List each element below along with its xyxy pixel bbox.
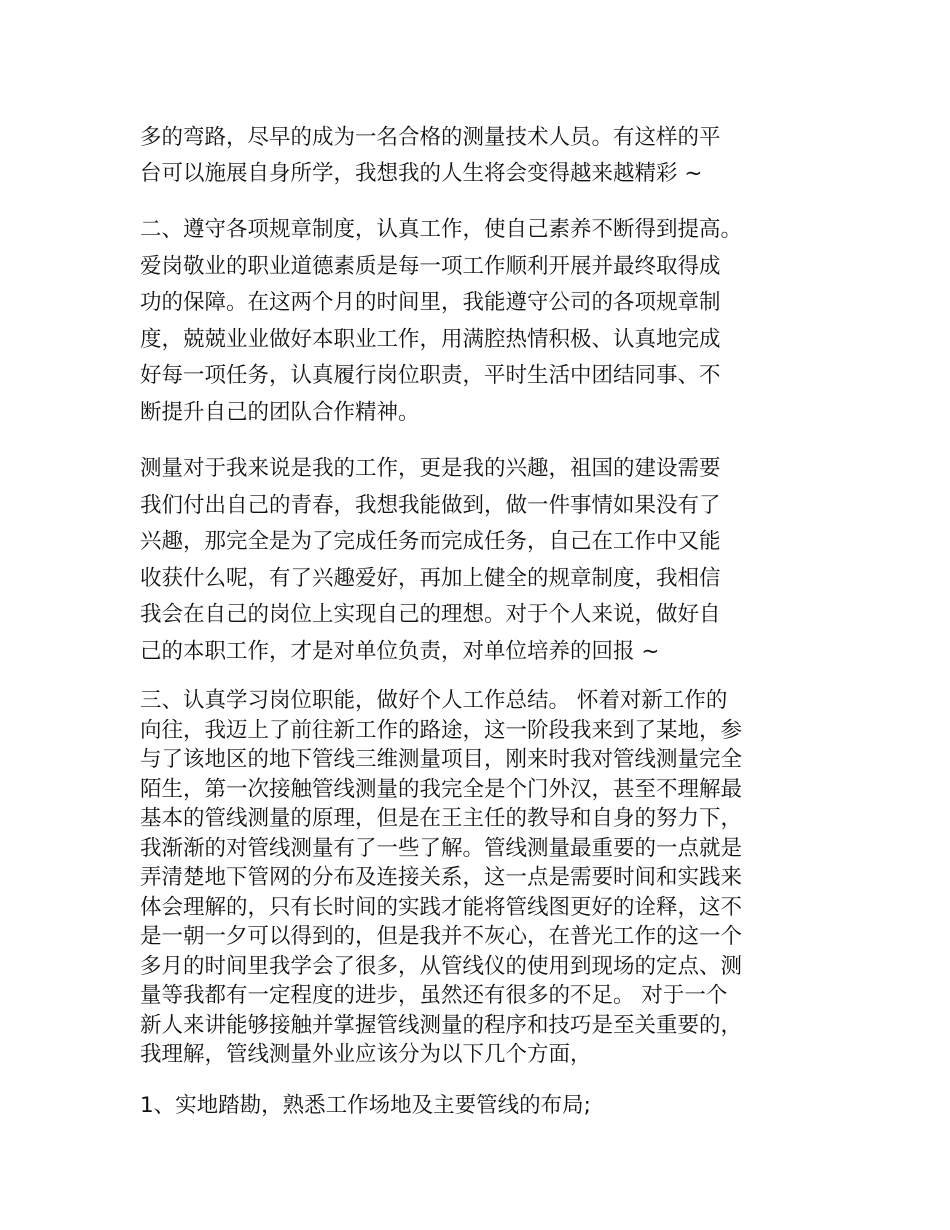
text-line: 我理解，管线测量外业应该分为以下几个方面，	[140, 1042, 592, 1067]
text-line: 1、实地踏勘，熟悉工作场地及主要管线的布局;	[140, 1093, 591, 1118]
paragraph-3	[140, 451, 810, 670]
paragraph-4	[140, 686, 810, 1070]
text-line: 好每一项任务，认真履行岗位职责，平时生活中团结同事、不	[140, 363, 721, 388]
text-line: 向往，我迈上了前往新工作的路途，这一阶段我来到了某地，参	[140, 717, 743, 743]
text-line: 兴趣，那完全是为了完成任务而完成任务，自己在工作中又能	[140, 529, 721, 554]
text-line: 新人来讲能够接触并掌握管线测量的程序和技巧是至关重要的，	[140, 1012, 743, 1038]
text-line: 量等我都有一定程度的进步，虽然还有很多的不足。 对于一个	[140, 983, 728, 1008]
text-line: 三、认真学习岗位职能，做好个人工作总结。 怀着对新工作的	[140, 688, 728, 713]
text-line: 爱岗敬业的职业道德素质是每一项工作顺利开展并最终取得成	[140, 253, 721, 279]
paragraph-2	[140, 212, 810, 431]
text-line: 我会在自己的岗位上实现自己的理想。对于个人来说，做好自	[140, 602, 721, 627]
text-line: 己的本职工作，才是对单位负责，对单位培养的回报 ~	[140, 638, 660, 664]
text-line: 度，兢兢业业做好本职业工作，用满腔热情积极、认真地完成	[140, 326, 721, 352]
paragraph-1	[140, 120, 810, 192]
text-line: 弄清楚地下管网的分布及连接关系，这一点是需要时间和实践来	[140, 865, 743, 890]
text-line: 陌生，第一次接触管线测量的我完全是个门外汉，甚至不理解最	[140, 776, 743, 802]
text-line: 二、遵守各项规章制度，认真工作，使自己素养不断得到提高。	[140, 217, 743, 242]
text-line: 与了该地区的地下管线三维测量项目，刚来时我对管线测量完全	[140, 747, 743, 772]
text-line: 是一朝一夕可以得到的，但是我并不灰心，在普光工作的这一个	[140, 924, 743, 949]
text-line: 多的弯路，尽早的成为一名合格的测量技术人员。有这样的平	[140, 125, 721, 150]
text-line: 多月的时间里我学会了很多，从管线仪的使用到现场的定点、测	[140, 953, 743, 979]
text-line: 断提升自己的团队合作精神。	[140, 399, 420, 425]
paragraph-5	[140, 1088, 810, 1124]
text-line: 我渐渐的对管线测量有了一些了解。管线测量最重要的一点就是	[140, 835, 743, 861]
text-line: 我们付出自己的青春，我想我能做到，做一件事情如果没有了	[140, 492, 721, 518]
text-line: 体会理解的，只有长时间的实践才能将管线图更好的诠释，这不	[140, 894, 743, 920]
text-line: 测量对于我来说是我的工作，更是我的兴趣，祖国的建设需要	[140, 456, 721, 481]
text-line: 功的保障。在这两个月的时间里，我能遵守公司的各项规章制	[140, 290, 721, 315]
text-line: 基本的管线测量的原理，但是在王主任的教导和自身的努力下，	[140, 806, 743, 831]
text-line: 台可以施展自身所学，我想我的人生将会变得越来越精彩 ~	[140, 161, 703, 186]
text-line: 收获什么呢，有了兴趣爱好，再加上健全的规章制度，我相信	[140, 565, 721, 591]
